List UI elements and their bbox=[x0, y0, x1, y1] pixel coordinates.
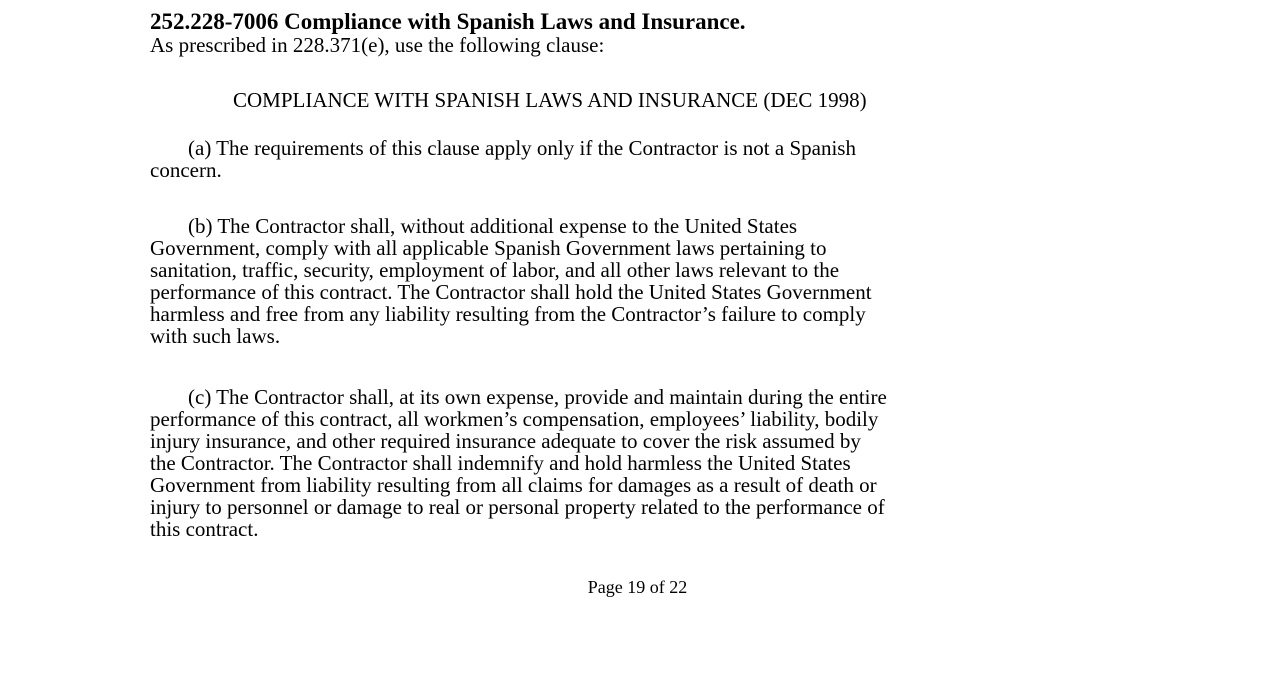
paragraph-line: concern. bbox=[150, 158, 222, 182]
paragraph-a bbox=[150, 137, 1135, 181]
paragraph-line: with such laws. bbox=[150, 324, 281, 348]
document-page bbox=[150, 9, 1130, 541]
paragraph-line: (c) The Contractor shall, at its own expense, provide and maintain during the entire bbox=[188, 385, 887, 409]
prescription-text: As prescribed in 228.371(e), use the following clause: bbox=[150, 33, 605, 57]
paragraph-c bbox=[150, 386, 1135, 540]
section-heading: 252.228-7006 Compliance with Spanish Laws and Insurance. bbox=[150, 9, 746, 34]
paragraph-line: harmless and free from any liability resulting from the Contractor’s failure to comply bbox=[150, 302, 866, 326]
paragraph-b bbox=[150, 215, 1135, 347]
paragraph-line: injury insurance, and other required insurance adequate to cover the risk assumed by bbox=[150, 429, 861, 453]
paragraph-line: performance of this contract. The Contractor shall hold the United States Government bbox=[150, 280, 872, 304]
paragraph-line: sanitation, traffic, security, employment of labor, and all other laws relevant to the bbox=[150, 258, 840, 282]
paragraph-line: the Contractor. The Contractor shall indemnify and hold harmless the United States bbox=[150, 451, 851, 475]
paragraph-line: Government, comply with all applicable Spanish Government laws pertaining to bbox=[150, 236, 827, 260]
paragraph-line: (b) The Contractor shall, without additional expense to the United States bbox=[188, 214, 798, 238]
paragraph-line: this contract. bbox=[150, 517, 259, 541]
paragraph-line: performance of this contract, all workmen’s compensation, employees’ liability, bodily bbox=[150, 407, 879, 431]
paragraph-line: Government from liability resulting from all claims for damages as a result of death or bbox=[150, 473, 877, 497]
paragraph-line: injury to personnel or damage to real or personal property related to the performance of bbox=[150, 495, 885, 519]
page-number: Page 19 of 22 bbox=[587, 577, 688, 597]
clause-title: COMPLIANCE WITH SPANISH LAWS AND INSURANCE (DEC 1998) bbox=[233, 88, 867, 112]
paragraph-line: (a) The requirements of this clause apply only if the Contractor is not a Spanish bbox=[188, 136, 856, 160]
